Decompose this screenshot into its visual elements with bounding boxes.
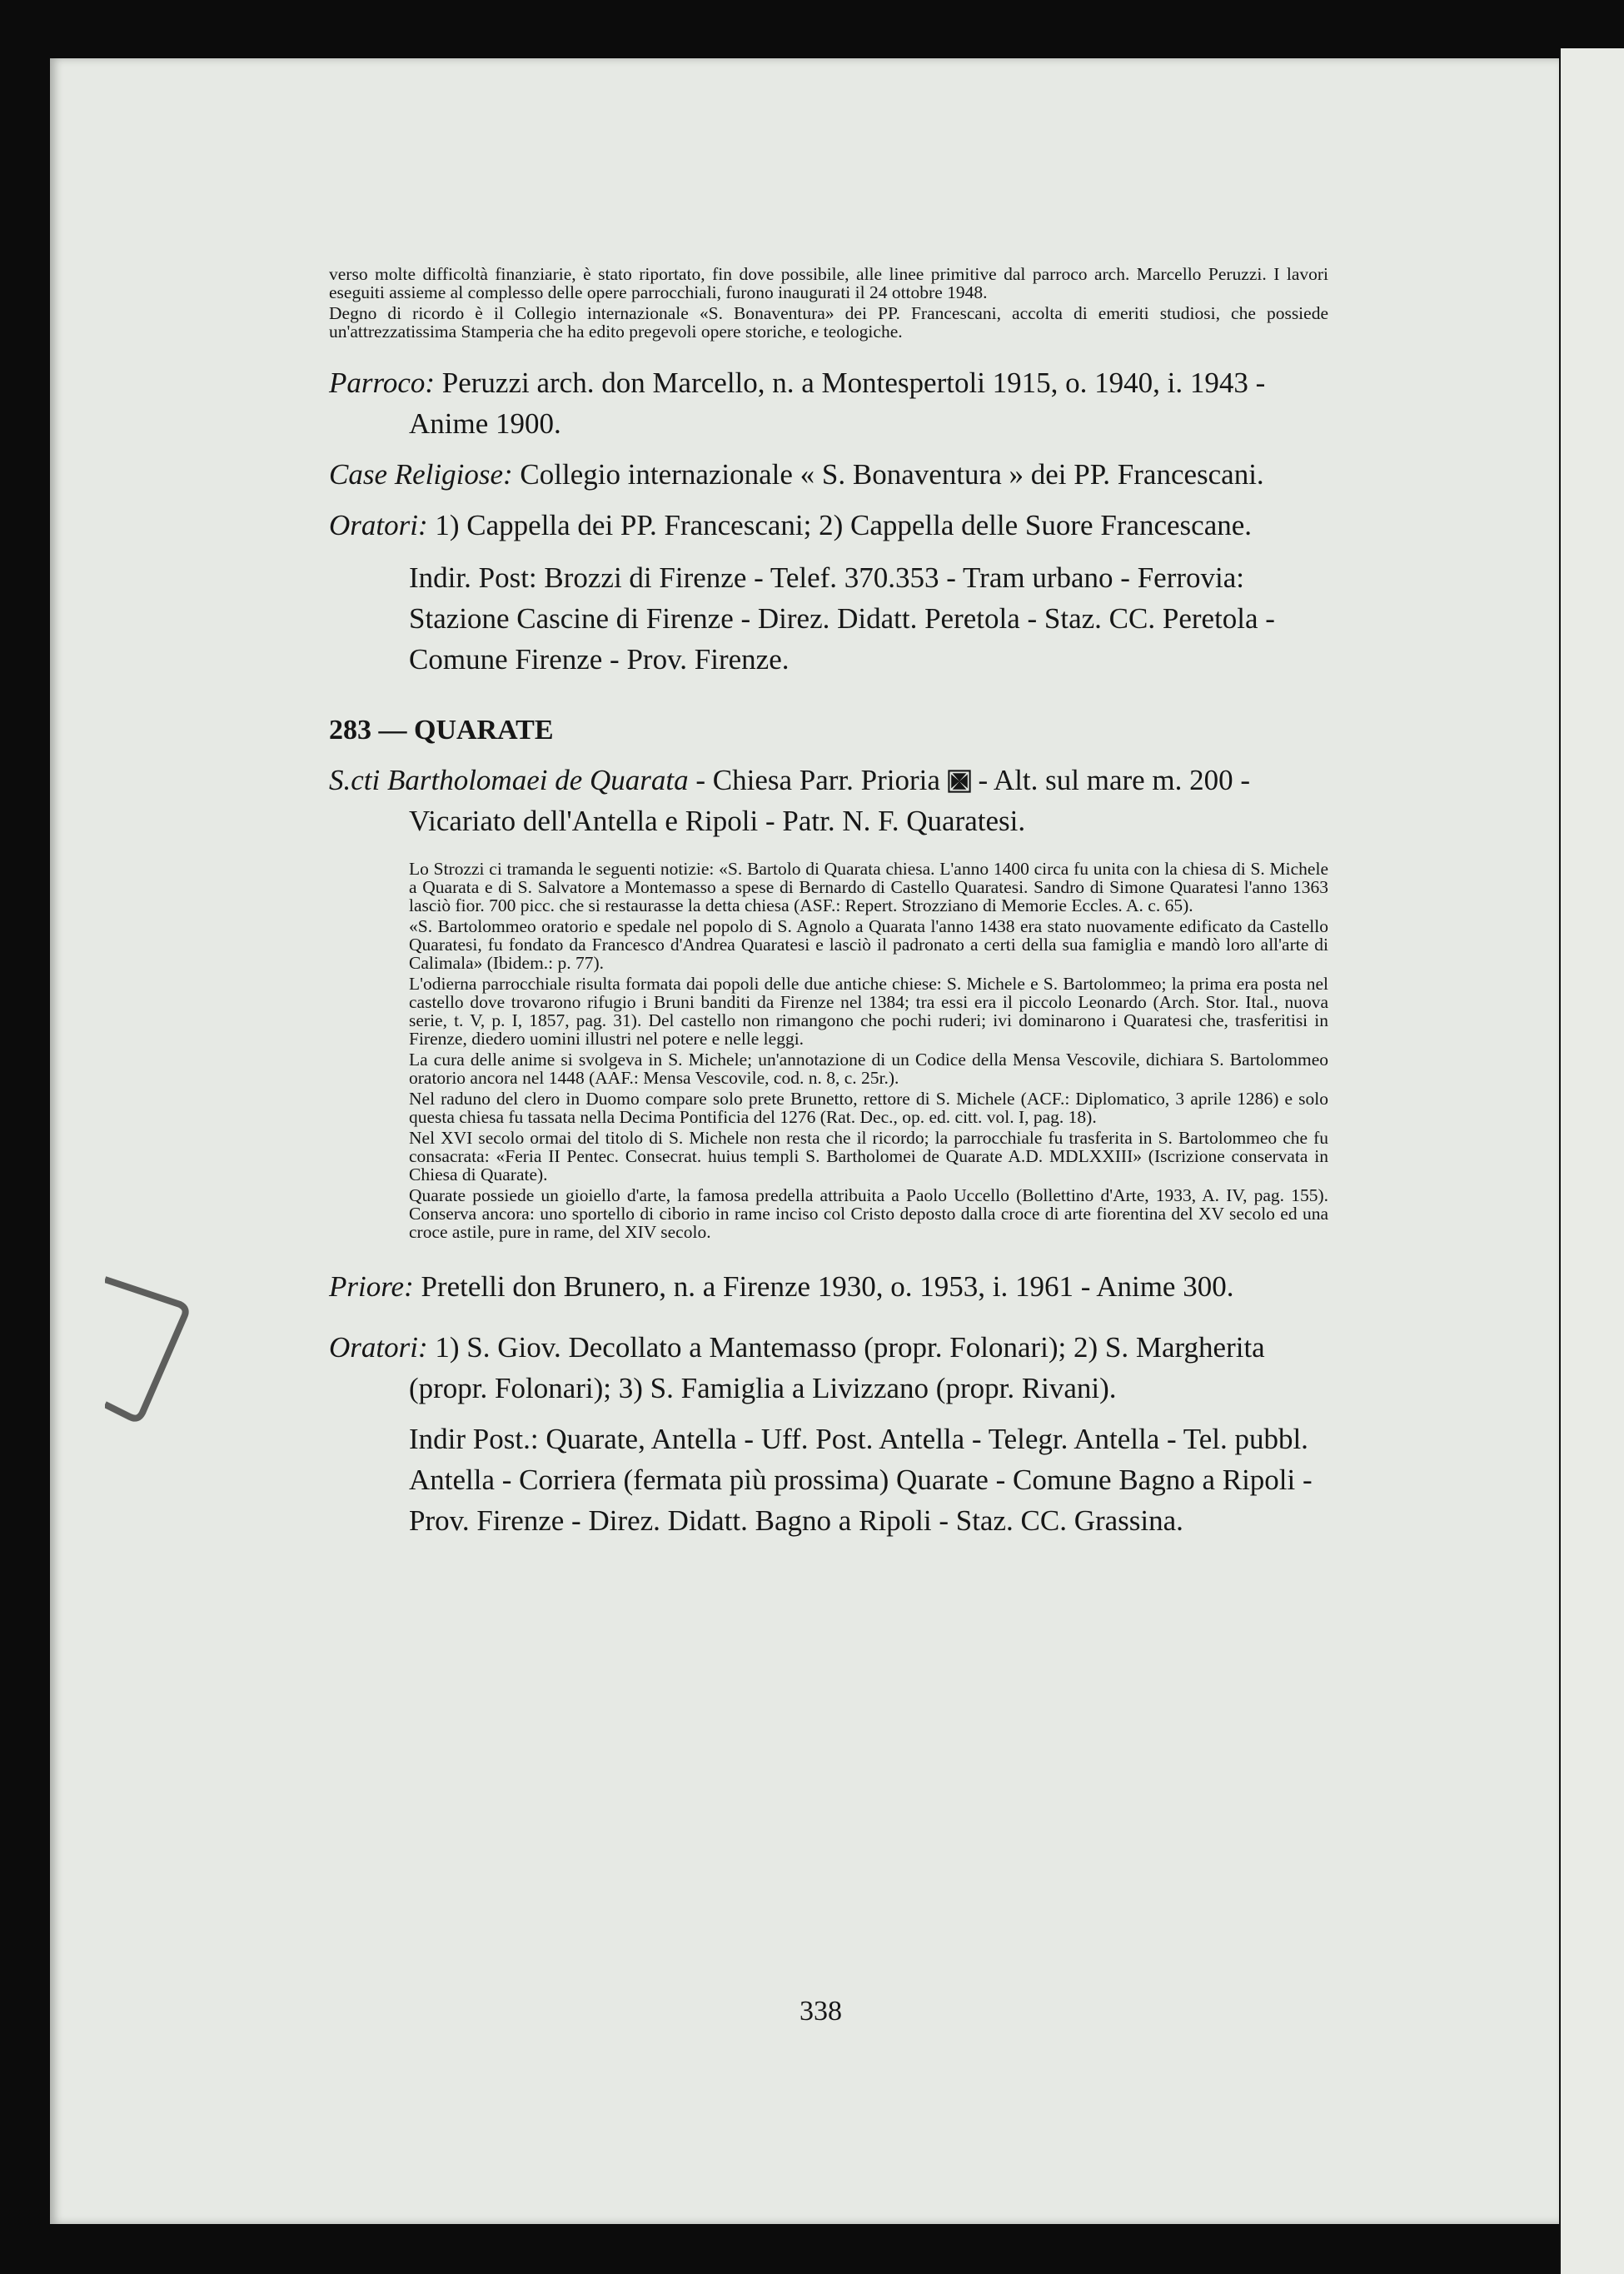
parroco-label: Parroco:	[329, 367, 436, 399]
address-block: Indir. Post: Brozzi di Firenze - Telef. 370.353 - Tram urbano - Ferrovia: Stazione Cascine di Firenze - Direz. Didatt. Peretola - Staz. CC. Peretola - Comune Firenze - Prov. Firenze.	[409, 561, 1275, 676]
next-page-edge	[1559, 48, 1624, 2274]
address-block: Indir Post.: Quarate, Antella - Uff. Post. Antella - Telegr. Antella - Tel. pubbl. Antella - Corriera (fermata più prossima) Quarate - Comune Bagno a Ripoli - Prov. Firenze - Direz. Didatt. Bagno a Ripoli - Staz. CC. Grassina.	[409, 1423, 1313, 1537]
history-note: Nel raduno del clero in Duomo compare solo prete Brunetto, rettore di S. Michele (ACF.: Diplomatico, 3 aprile 1286) e solo questa chiesa fu tassata nella Decima Pontificia del 1276 (Rat. Dec., op. ed. citt. vol. I, pag. 18).	[409, 1089, 1328, 1127]
case-religiose-label: Case Religiose:	[329, 458, 513, 491]
church-latin-name: S.cti Bartholomaei de Quarata	[329, 764, 689, 796]
intro-note: verso molte difficoltà finanziarie, è stato riportato, fin dove possibile, alle linee primitive dal parroco arch. Marcello Peruzzi. I lavori eseguiti assieme al complesso delle opere parrocchiali, furono inaugurati il 24 ottobre 1948.	[329, 264, 1328, 302]
parroco-text: Peruzzi arch. don Marcello, n. a Montespertoli 1915, o. 1940, i. 1943 - Anime 1900.	[409, 367, 1266, 440]
parroco-line	[329, 362, 1328, 444]
priore-text: Pretelli don Brunero, n. a Firenze 1930, o. 1953, i. 1961 - Anime 300.	[421, 1270, 1234, 1303]
case-religiose-line	[329, 454, 1328, 495]
oratori-label: Oratori:	[329, 1331, 428, 1364]
oratori-text: 1) Cappella dei PP. Francescani; 2) Cappella delle Suore Francescane.	[435, 509, 1253, 541]
history-note: La cura delle anime si svolgeva in S. Michele; un'annotazione di un Codice della Mensa Vescovile, dichiara S. Bartolommeo oratorio ancora nel 1448 (AAF.: Mensa Vescovile, cod. n. 8, c. 25r.).	[409, 1050, 1328, 1088]
history-note: L'odierna parrocchiale risulta formata dai popoli delle due antiche chiese: S. Michele e S. Bartolommeo; la prima era posta nel castello dove trovarono rifugio i Bruni banditi da Firenze nel 1384; tra essi era il piccolo Leonardo (Arch. Stor. Ital., nuova serie, t. V, p. I, 1857, pag. 31). Del castello non rimangono che pochi ruderi; ivi dominarono i Quaratesi che, trasferitisi in Firenze, diedero uomini illustri nel potere e nelle leggi.	[409, 974, 1328, 1049]
page-number: 338	[800, 1996, 842, 2027]
priore-label: Priore:	[329, 1270, 414, 1303]
history-notes	[329, 860, 1328, 1241]
church-title	[329, 760, 1328, 841]
entry-heading: 283 — QUARATE	[329, 715, 554, 746]
church-title-part1: - Chiesa Parr. Prioria	[695, 764, 940, 796]
church-title-part2: - Alt. sul mare m. 200 - Vicariato dell'Antella e Ripoli - Patr. N. F. Quaratesi.	[409, 764, 1251, 837]
binder-clip-icon	[105, 1263, 205, 1429]
case-religiose-text: Collegio internazionale « S. Bonaventura » dei PP. Francescani.	[520, 458, 1264, 491]
history-note: Lo Strozzi ci tramanda le seguenti notizie: «S. Bartolo di Quarata chiesa. L'anno 1400 circa fu unita con la chiesa di S. Michele a Quarata e di S. Salvatore a Montemasso a spese di Bernardo di Castello Quaratesi. Sandro di Simone Quaratesi l'anno 1363 lasciò fior. 700 picc. che si restaurasse la detta chiesa (ASF.: Repert. Strozziano di Memorie Eccles. A. c. 65).	[409, 859, 1328, 915]
intro-note: Degno di ricordo è il Collegio internazionale «S. Bonaventura» dei PP. Francescani, accolta di emeriti studiosi, che possiede un'attrezzatissima Stamperia che ha edito pregevoli opere storiche, e teologiche.	[329, 303, 1328, 342]
priore-line	[329, 1266, 1328, 1307]
oratori-line	[329, 1327, 1328, 1409]
oratori-label: Oratori:	[329, 509, 428, 541]
oratori-text: 1) S. Giov. Decollato a Mantemasso (propr. Folonari); 2) S. Margherita (propr. Folonari); 3) S. Famiglia a Livizzano (propr. Rivani).	[409, 1331, 1265, 1404]
history-note: «S. Bartolommeo oratorio e spedale nel popolo di S. Agnolo a Quarata l'anno 1438 era stato nuovamente edificato da Castello Quaratesi, fu fondato da Francesco d'Andrea Quaratesi e lasciò il padronato a certi della sua famiglia e mandò loro all'arte di Calimala» (Ibidem.: p. 77).	[409, 916, 1328, 973]
page-content	[329, 265, 1328, 1541]
oratori-line	[329, 505, 1328, 546]
maltese-cross-icon	[948, 770, 971, 793]
history-note: Quarate possiede un gioiello d'arte, la famosa predella attribuita a Paolo Uccello (Bollettino d'Arte, 1933, A. IV, pag. 155). Conserva ancora: uno sportello di ciborio in rame inciso col Cristo deposto dalla croce di arte fiorentina del XV secolo ed una croce astile, pure in rame, del XIV secolo.	[409, 1185, 1328, 1242]
history-note: Nel XVI secolo ormai del titolo di S. Michele non resta che il ricordo; la parrocchiale fu trasferita in S. Bartolommeo che fu consacrata: «Feria II Pentec. Consecrat. huius templi S. Bartholomei de Quarate A.D. MDLXXIII» (Iscrizione conservata in Chiesa di Quarate).	[409, 1128, 1328, 1184]
